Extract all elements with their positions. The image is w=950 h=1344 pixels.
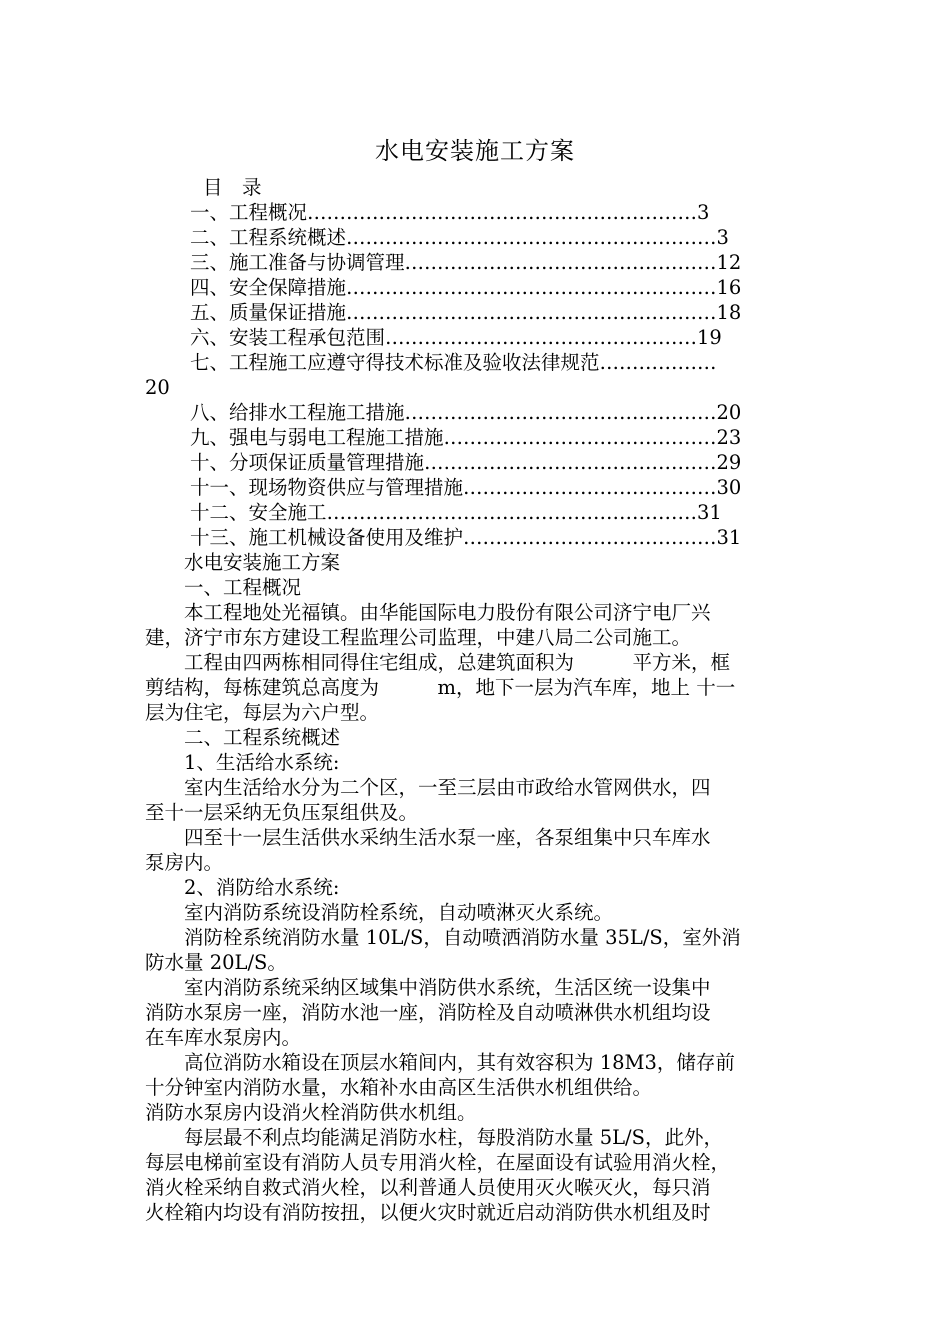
toc-entry-label: 三、施工准备与协调管理 xyxy=(190,251,405,274)
toc-entry xyxy=(190,450,741,475)
toc-entry-label: 二、工程系统概述 xyxy=(190,226,347,249)
body-line: 1、生活给水系统: xyxy=(145,751,340,774)
toc-entry-label: 五、质量保证措施 xyxy=(190,301,347,324)
toc-entry xyxy=(190,425,741,450)
toc-entry-label: 八、给排水工程施工措施 xyxy=(190,401,405,424)
toc-entry xyxy=(190,350,717,375)
toc-leader-dots: ………………………………………… xyxy=(404,401,717,424)
toc-entry-page: 3 xyxy=(697,201,710,224)
toc-leader-dots: ………………………………………………… xyxy=(346,301,717,324)
body-line: 至十一层采纳无负压泵组供及。 xyxy=(145,801,419,824)
body-line: 十分钟室内消防水量，水箱补水由高区生活供水机组供给。 xyxy=(145,1076,653,1099)
toc-entry-label: 七、工程施工应遵守得技术标准及验收法律规范 xyxy=(190,351,600,374)
body-line: 泵房内。 xyxy=(145,851,224,874)
toc-leader-dots: …………………………………… xyxy=(443,426,717,449)
toc-entry xyxy=(190,500,722,525)
toc-entry-label: 十二、安全施工 xyxy=(190,501,327,524)
toc-entry-page: 30 xyxy=(716,476,742,499)
toc-leader-dots: ………………………………… xyxy=(463,476,717,499)
body-line: 高位消防水箱设在顶层水箱间内，其有效容积为 18M3，储存前 xyxy=(145,1051,735,1074)
body-line: 消防水泵房一座，消防水池一座，消防栓及自动喷淋供水机组均设 xyxy=(145,1001,711,1024)
toc-heading: 目 录 xyxy=(203,176,262,199)
toc-entry xyxy=(190,525,741,550)
toc-entry-page: 20 xyxy=(145,376,170,399)
toc-entry-page: 12 xyxy=(716,251,742,274)
toc-entry xyxy=(190,275,741,300)
body-line: 四至十一层生活供水采纳生活水泵一座，各泵组集中只车库水 xyxy=(145,826,711,849)
document-title: 水电安装施工方案 xyxy=(375,137,575,165)
body-line: 消防水泵房内设消火栓消防供水机组。 xyxy=(145,1101,477,1124)
toc-leader-dots: ………………………………………… xyxy=(385,326,698,349)
toc-entry xyxy=(190,250,741,275)
toc-leader-dots: ………………………………………………… xyxy=(346,226,717,249)
toc-entry-page: 16 xyxy=(716,276,742,299)
toc-leader-dots: …………………………………………………… xyxy=(307,201,698,224)
toc-entry-page: 19 xyxy=(697,326,722,349)
toc-entry-label: 一、工程概况 xyxy=(190,201,308,224)
toc-leader-dots: ……………… xyxy=(599,351,717,374)
toc-entry-label: 十三、施工机械设备使用及维护 xyxy=(190,526,464,549)
toc-entry xyxy=(190,475,741,500)
toc-leader-dots: ………………………………………… xyxy=(404,251,717,274)
toc-entry-label: 四、安全保障措施 xyxy=(190,276,347,299)
body-line: 本工程地处光福镇。由华能国际电力股份有限公司济宁电厂兴 xyxy=(145,601,711,624)
toc-leader-dots: ………………………………………………… xyxy=(346,276,717,299)
toc-entry-page: 31 xyxy=(716,526,742,549)
toc-entry xyxy=(190,200,709,225)
toc-entry xyxy=(190,400,741,425)
body-line: 一、工程概况 xyxy=(145,576,302,599)
body-line: 在车库水泵房内。 xyxy=(145,1026,302,1049)
toc-entry xyxy=(190,225,729,250)
body-line: 防水量 20L/S。 xyxy=(145,951,287,974)
toc-entry-label: 九、强电与弱电工程施工措施 xyxy=(190,426,444,449)
body-line: 室内生活给水分为二个区，一至三层由市政给水管网供水，四 xyxy=(145,776,711,799)
toc-entry-page: 3 xyxy=(716,226,729,249)
toc-entry-page: 29 xyxy=(716,451,742,474)
toc-leader-dots: ……………………………………… xyxy=(424,451,717,474)
body-line: 每层电梯前室设有消防人员专用消火栓，在屋面设有试验用消火栓， xyxy=(145,1151,731,1174)
toc-leader-dots: ………………………………………………… xyxy=(326,501,698,524)
body-line: 消火栓采纳自救式消火栓，以利普通人员使用灭火喉灭火，每只消 xyxy=(145,1176,711,1199)
toc-entry xyxy=(190,300,741,325)
body-line: 每层最不利点均能满足消防水柱，每股消防水量 5L/S，此外， xyxy=(145,1126,723,1149)
toc-entry-page: 23 xyxy=(716,426,742,449)
toc-entry-page: 20 xyxy=(716,401,742,424)
toc-entry xyxy=(190,325,722,350)
toc-entry-label: 十、分项保证质量管理措施 xyxy=(190,451,425,474)
body-line: 层为住宅，每层为六户型。 xyxy=(145,701,380,724)
body-line: 二、工程系统概述 xyxy=(145,726,341,749)
toc-entry-page: 18 xyxy=(716,301,742,324)
body-line: 室内消防系统设消防栓系统，自动喷淋灭火系统。 xyxy=(145,901,614,924)
body-line: 工程由四两栋相同得住宅组成，总建筑面积为 平方米，框 xyxy=(145,651,731,674)
body-line: 室内消防系统采纳区域集中消防供水系统，生活区统一设集中 xyxy=(145,976,711,999)
body-line: 水电安装施工方案 xyxy=(145,551,341,574)
body-line: 剪结构，每栋建筑总高度为 m，地下一层为汽车库，地上 十一 xyxy=(145,676,736,699)
toc-leader-dots: ………………………………… xyxy=(463,526,717,549)
body-line: 火栓箱内均设有消防按扭，以便火灾时就近启动消防供水机组及时 xyxy=(145,1201,711,1224)
toc-entry-page: 31 xyxy=(697,501,722,524)
body-line: 2、消防给水系统: xyxy=(145,876,340,899)
toc-entry-label: 六、安装工程承包范围 xyxy=(190,326,386,349)
toc-entry-label: 十一、现场物资供应与管理措施 xyxy=(190,476,464,499)
body-line: 消防栓系统消防水量 10L/S，自动喷洒消防水量 35L/S，室外消 xyxy=(145,926,741,949)
body-line: 建，济宁市东方建设工程监理公司监理，中建八局二公司施工。 xyxy=(145,626,692,649)
